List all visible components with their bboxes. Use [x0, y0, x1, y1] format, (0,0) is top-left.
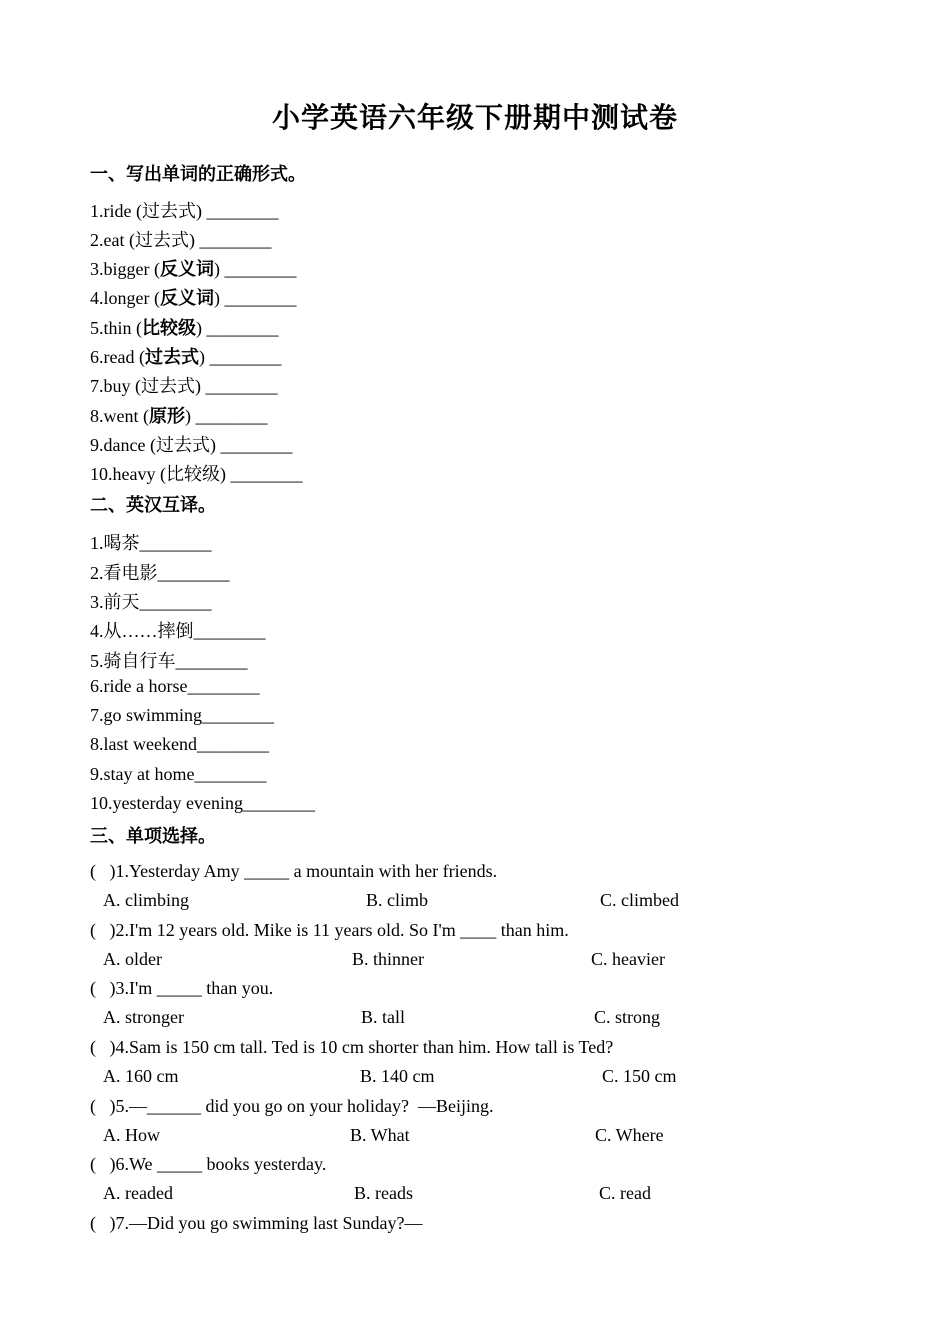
word-text: 8.went ( — [90, 406, 149, 426]
word-text: 7.buy ( — [90, 376, 141, 396]
choice-question[interactable]: ( )7.—Did you go swimming last Sunday?— — [90, 1213, 423, 1233]
option-b[interactable]: B. What — [350, 1125, 410, 1145]
option-c[interactable]: C. heavier — [591, 949, 665, 969]
word-form-item — [90, 284, 296, 310]
word-form-item — [90, 255, 296, 281]
choice-question[interactable]: ( )5.—______ did you go on your holiday? —Beijing. — [90, 1096, 494, 1116]
word-text: 1.ride ( — [90, 201, 142, 221]
translation-item[interactable]: 6.ride a horse________ — [90, 676, 260, 696]
answer-blank[interactable]: ) ________ — [184, 406, 268, 426]
word-text: 4.longer ( — [90, 288, 160, 308]
option-b[interactable]: B. climb — [366, 890, 428, 910]
hint-text: 比较级 — [142, 318, 196, 338]
hint-text: 原形 — [148, 406, 185, 426]
translation-item[interactable]: 5.骑自行车________ — [90, 651, 248, 671]
answer-blank[interactable]: ) ________ — [213, 259, 297, 279]
option-a[interactable]: A. older — [103, 949, 162, 969]
option-a[interactable]: A. climbing — [103, 890, 189, 910]
option-a[interactable]: A. readed — [103, 1183, 173, 1203]
option-c[interactable]: C. climbed — [600, 890, 679, 910]
answer-blank[interactable]: ) ________ — [195, 376, 278, 396]
hint-text: 过去式 — [155, 435, 210, 455]
word-text: 3.bigger ( — [90, 259, 160, 279]
translation-item[interactable]: 8.last weekend________ — [90, 734, 269, 754]
translation-item[interactable]: 2.看电影________ — [90, 563, 230, 583]
hint-text: 比较级 — [165, 464, 220, 484]
option-a[interactable]: A. 160 cm — [103, 1066, 179, 1086]
word-form-item — [90, 197, 278, 223]
hint-text: 过去式 — [134, 230, 189, 250]
section2-heading: 二、英汉互译。 — [90, 495, 216, 516]
option-b[interactable]: B. reads — [354, 1183, 413, 1203]
hint-text: 过去式 — [141, 201, 196, 221]
answer-blank[interactable]: ) ________ — [188, 230, 272, 250]
hint-text: 过去式 — [141, 376, 195, 396]
choice-question[interactable]: ( )3.I'm _____ than you. — [90, 978, 274, 998]
option-b[interactable]: B. thinner — [352, 949, 424, 969]
section3-heading: 三、单项选择。 — [90, 826, 216, 847]
choice-question[interactable]: ( )2.I'm 12 years old. Mike is 11 years old. So I'm ____ than him. — [90, 920, 569, 940]
option-b[interactable]: B. tall — [361, 1007, 405, 1027]
word-text: 5.thin ( — [90, 318, 142, 338]
hint-text: 过去式 — [144, 347, 199, 367]
choice-question[interactable]: ( )6.We _____ books yesterday. — [90, 1154, 327, 1174]
answer-blank[interactable]: ) ________ — [195, 201, 279, 221]
option-c[interactable]: C. read — [599, 1183, 651, 1203]
translation-item[interactable]: 1.喝茶________ — [90, 533, 212, 553]
translation-item[interactable]: 9.stay at home________ — [90, 764, 267, 784]
word-form-item — [90, 226, 271, 252]
word-form-item — [90, 314, 279, 340]
choice-question[interactable]: ( )1.Yesterday Amy _____ a mountain with her friends. — [90, 861, 498, 881]
option-c[interactable]: C. 150 cm — [602, 1066, 677, 1086]
answer-blank[interactable]: ) ________ — [209, 435, 293, 455]
section1-heading: 一、写出单词的正确形式。 — [90, 164, 306, 185]
answer-blank[interactable]: ) ________ — [198, 347, 282, 367]
word-text: 10.heavy ( — [90, 464, 166, 484]
option-b[interactable]: B. 140 cm — [360, 1066, 435, 1086]
word-text: 6.read ( — [90, 347, 145, 367]
word-form-item — [90, 431, 292, 457]
option-c[interactable]: C. strong — [594, 1007, 661, 1027]
word-form-item — [90, 372, 278, 398]
word-form-item — [90, 460, 302, 486]
translation-item[interactable]: 7.go swimming________ — [90, 705, 275, 725]
option-c[interactable]: C. Where — [595, 1125, 664, 1145]
translation-item[interactable]: 4.从……摔倒________ — [90, 621, 266, 641]
word-text: 2.eat ( — [90, 230, 135, 250]
translation-item[interactable]: 10.yesterday evening________ — [90, 793, 315, 813]
answer-blank[interactable]: ) ________ — [219, 464, 303, 484]
answer-blank[interactable]: ) ________ — [213, 288, 297, 308]
word-form-item — [90, 343, 281, 369]
hint-text: 反义词 — [159, 288, 214, 308]
hint-text: 反义词 — [159, 259, 214, 279]
translation-item[interactable]: 3.前天________ — [90, 592, 212, 612]
option-a[interactable]: A. How — [103, 1125, 160, 1145]
page-title: 小学英语六年级下册期中测试卷 — [271, 101, 678, 134]
answer-blank[interactable]: ) ________ — [196, 318, 279, 338]
choice-question[interactable]: ( )4.Sam is 150 cm tall. Ted is 10 cm shorter than him. How tall is Ted? — [90, 1037, 614, 1057]
word-text: 9.dance ( — [90, 435, 156, 455]
option-a[interactable]: A. stronger — [103, 1007, 184, 1027]
word-form-item — [90, 402, 267, 428]
